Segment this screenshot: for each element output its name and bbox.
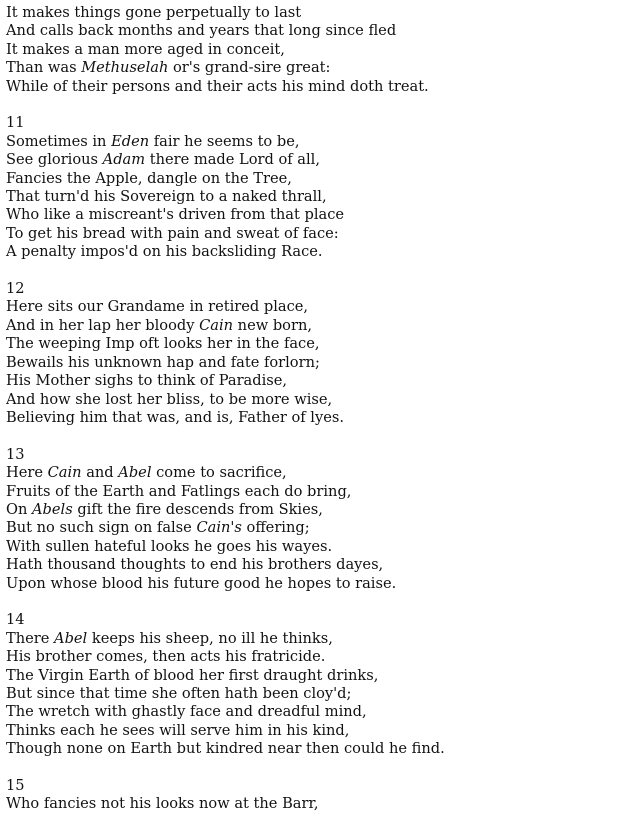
- line-text: Bewails his unknown hap and fate forlorn;: [6, 353, 320, 371]
- verse-line: [6, 243, 626, 261]
- verse-line: [6, 41, 626, 59]
- line-text: The weeping Imp oft looks her in the face,: [6, 335, 320, 353]
- line-text: Thinks each he sees will serve him in his kind,: [6, 721, 350, 739]
- line-text: or's grand-sire great:: [168, 59, 331, 77]
- line-text: His Mother sighs to think of Paradise,: [6, 372, 288, 390]
- line-text: fair he seems to be,: [149, 132, 300, 150]
- line-text: new born,: [233, 316, 312, 334]
- line-text: Sometimes in: [6, 132, 112, 150]
- verse-line: [6, 354, 626, 372]
- verse-line: [6, 188, 626, 206]
- line-text: But since that time she often hath been cloy'd;: [6, 684, 352, 702]
- stanza: [6, 611, 626, 758]
- verse-line: [6, 464, 626, 482]
- italic-name: Cain: [47, 464, 82, 482]
- stanza: [6, 446, 626, 593]
- line-text: It makes a man more aged in conceit,: [6, 40, 285, 58]
- verse-line: [6, 519, 626, 537]
- verse-line: [6, 151, 626, 169]
- verse-line: [6, 648, 626, 666]
- verse-line: [6, 501, 626, 519]
- verse-line: [6, 170, 626, 188]
- line-text: While of their persons and their acts his mind doth treat.: [6, 77, 429, 95]
- line-text: On: [6, 500, 33, 518]
- line-text: offering;: [241, 519, 310, 537]
- verse-line: [6, 78, 626, 96]
- line-text: And calls back months and years that long since fled: [6, 22, 397, 40]
- line-text: Here sits our Grandame in retired place,: [6, 298, 309, 316]
- stanza-number: 13: [6, 445, 25, 463]
- italic-name: Abels: [32, 500, 73, 518]
- line-text: Fruits of the Earth and Fatlings each do bring,: [6, 482, 352, 500]
- verse-line: [6, 409, 626, 427]
- italic-name: Methuselah: [81, 59, 169, 77]
- line-text: come to sacrifice,: [151, 464, 287, 482]
- verse-line: [6, 556, 626, 574]
- verse-line: [6, 4, 626, 22]
- line-text: With sullen hateful looks he goes his wayes.: [6, 537, 333, 555]
- stanza-number: 11: [6, 114, 25, 132]
- line-text: And in her lap her bloody: [6, 316, 200, 334]
- line-text: Here: [6, 464, 48, 482]
- verse-line: [6, 225, 626, 243]
- verse-line: [6, 372, 626, 390]
- verse-line: [6, 483, 626, 501]
- verse-line: [6, 206, 626, 224]
- verse-line: [6, 575, 626, 593]
- verse-line: [6, 317, 626, 335]
- italic-name: Eden: [111, 132, 150, 150]
- line-text: Than was: [6, 59, 82, 77]
- verse-line: [6, 335, 626, 353]
- line-text: Upon whose blood his future good he hopes to raise.: [6, 574, 397, 592]
- line-text: Fancies the Apple, dangle on the Tree,: [6, 169, 292, 187]
- stanza: [6, 4, 626, 96]
- verse-line: [6, 740, 626, 758]
- line-text: Though none on Earth but kindred near then could he find.: [6, 740, 445, 758]
- line-text: Who fancies not his looks now at the Barr,: [6, 795, 319, 813]
- poem-text: [6, 4, 626, 832]
- line-text: See glorious: [6, 151, 103, 169]
- verse-line: [6, 685, 626, 703]
- verse-line: [6, 22, 626, 40]
- verse-line: [6, 667, 626, 685]
- stanza-number: 14: [6, 611, 25, 629]
- line-text: there made Lord of all,: [145, 151, 320, 169]
- line-text: There: [6, 629, 55, 647]
- line-text: That turn'd his Sovereign to a naked thrall,: [6, 188, 327, 206]
- italic-name: Cain: [199, 316, 234, 334]
- line-text: gift the fire descends from Skies,: [72, 500, 323, 518]
- stanza: [6, 777, 626, 814]
- verse-line: [6, 538, 626, 556]
- line-text: And how she lost her bliss, to be more wise,: [6, 390, 333, 408]
- line-text: and: [81, 464, 119, 482]
- verse-line: [6, 630, 626, 648]
- line-text: To get his bread with pain and sweat of face:: [6, 224, 339, 242]
- line-text: Believing him that was, and is, Father of lyes.: [6, 408, 344, 426]
- line-text: Who like a miscreant's driven from that place: [6, 206, 345, 224]
- stanza-number: 15: [6, 776, 25, 794]
- line-text: keeps his sheep, no ill he thinks,: [87, 629, 333, 647]
- line-text: The Virgin Earth of blood her first draught drinks,: [6, 666, 379, 684]
- verse-line: [6, 298, 626, 316]
- verse-line: [6, 795, 626, 813]
- stanza-number: 12: [6, 280, 25, 298]
- italic-name: Abel: [118, 464, 152, 482]
- italic-name: Abel: [54, 629, 88, 647]
- line-text: His brother comes, then acts his fratricide.: [6, 648, 326, 666]
- line-text: Hath thousand thoughts to end his brothers dayes,: [6, 556, 384, 574]
- italic-name: Adam: [102, 151, 146, 169]
- verse-line: [6, 391, 626, 409]
- italic-name: Cain's: [196, 519, 242, 537]
- stanza: [6, 114, 626, 261]
- stanza: [6, 280, 626, 427]
- line-text: It makes things gone perpetually to last: [6, 4, 302, 21]
- verse-line: [6, 133, 626, 151]
- line-text: A penalty impos'd on his backsliding Race.: [6, 243, 323, 261]
- verse-line: [6, 703, 626, 721]
- verse-line: [6, 59, 626, 77]
- line-text: The wretch with ghastly face and dreadful mind,: [6, 703, 367, 721]
- line-text: But no such sign on false: [6, 519, 197, 537]
- verse-line: [6, 722, 626, 740]
